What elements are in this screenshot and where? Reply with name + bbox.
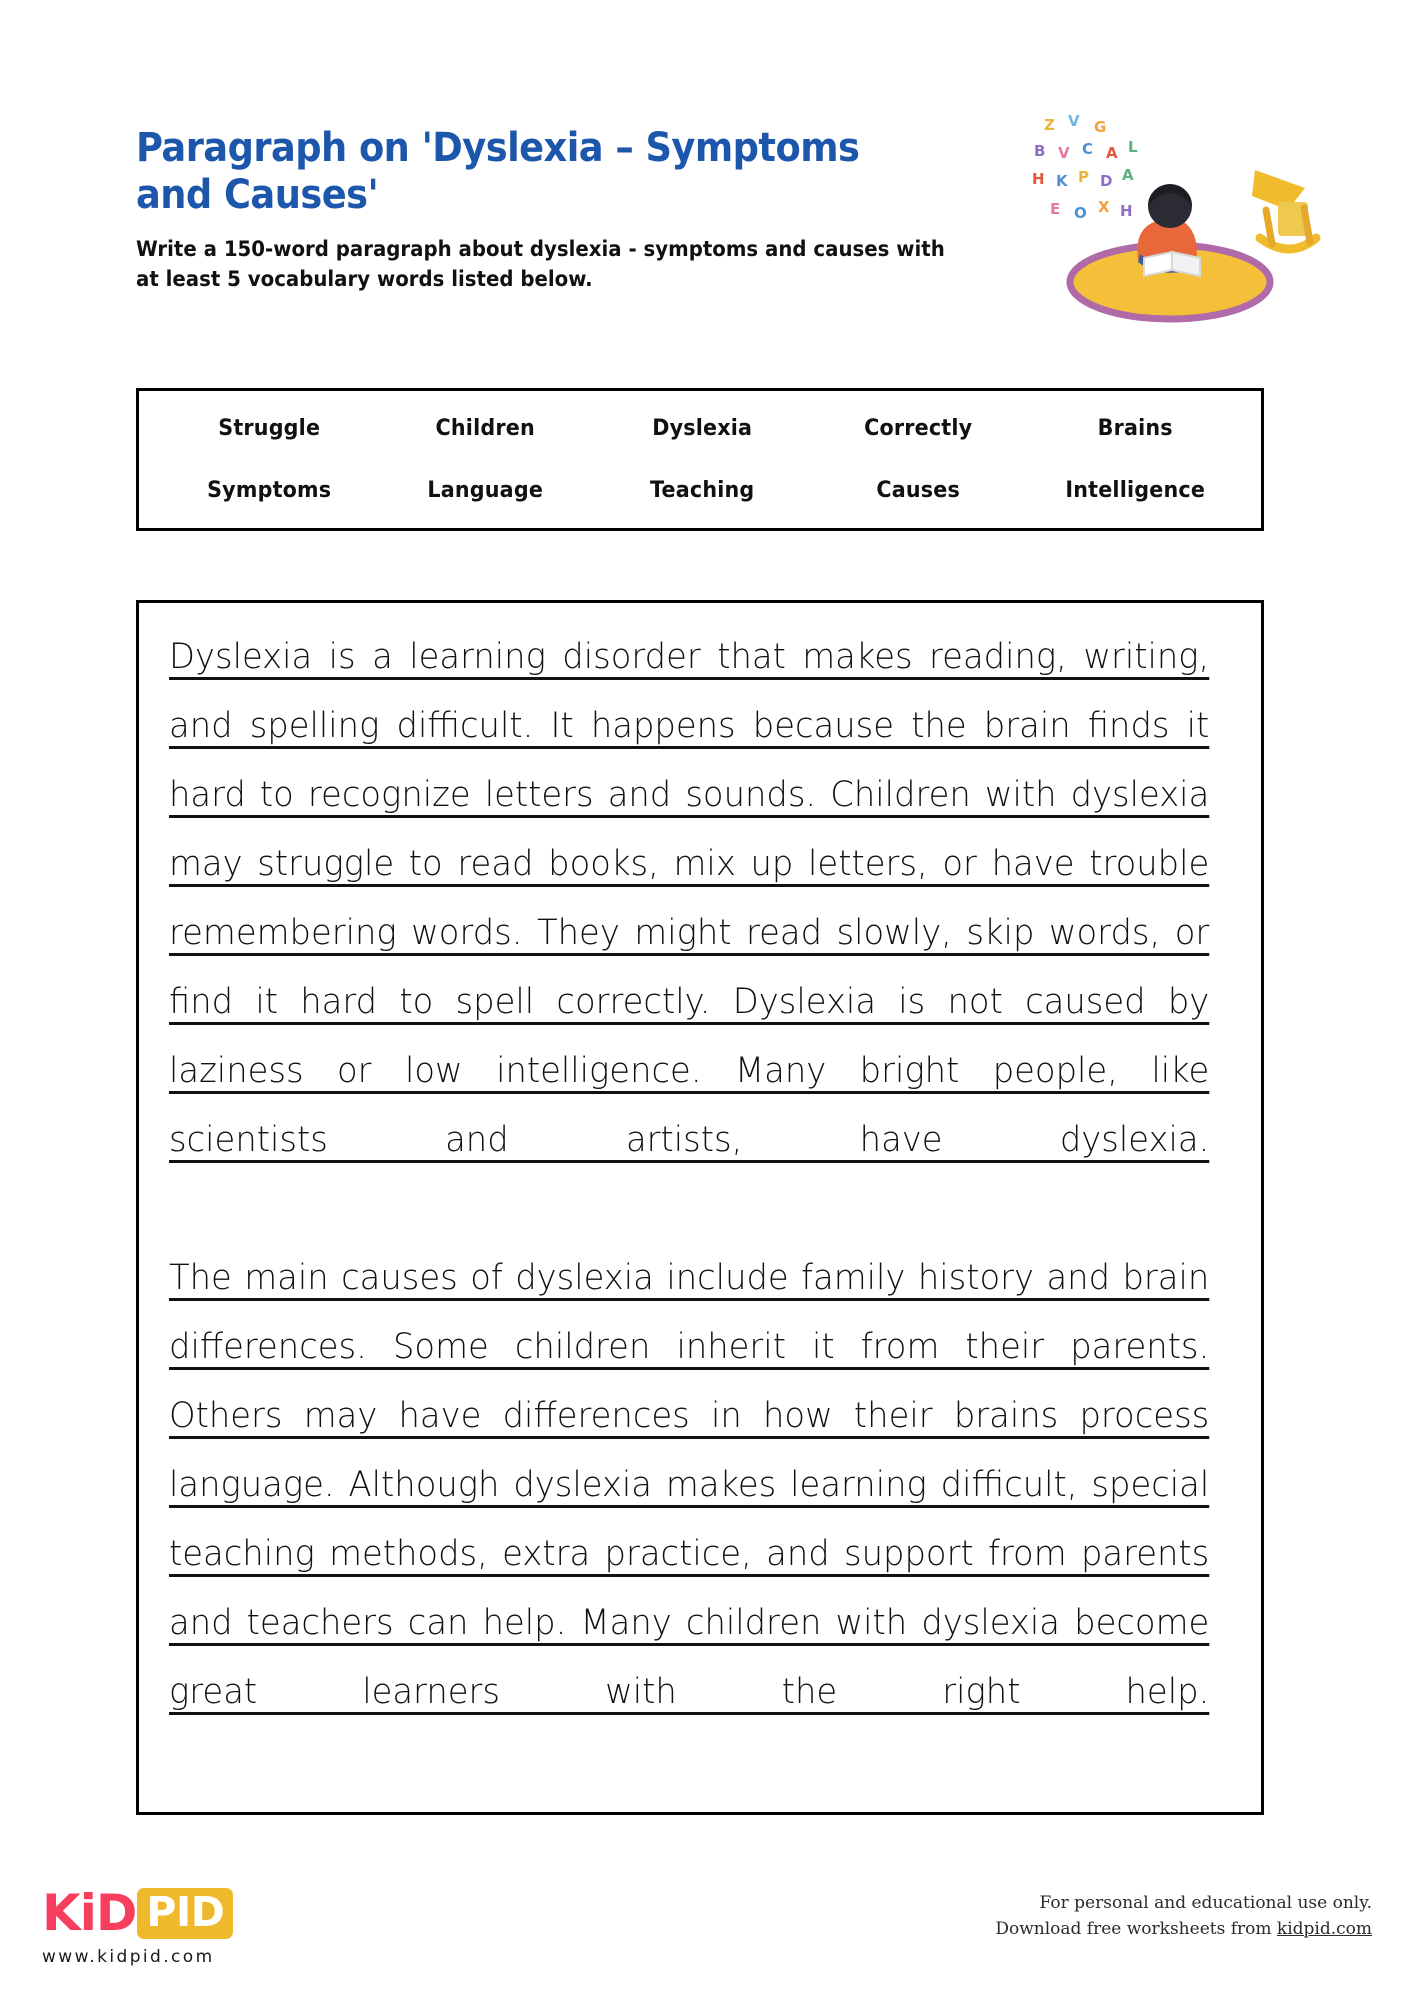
svg-text:E: E <box>1050 200 1061 218</box>
vocabulary-word: Correctly <box>864 416 973 441</box>
vocabulary-row-1 <box>161 398 1243 460</box>
footer-notice <box>995 1890 1372 1943</box>
svg-text:P: P <box>1078 168 1089 186</box>
svg-text:K: K <box>1056 172 1068 190</box>
svg-text:X: X <box>1098 198 1110 216</box>
vocabulary-word: Brains <box>1097 416 1173 441</box>
logo-website-url: www.kidpid.com <box>42 1947 215 1967</box>
vocabulary-box <box>136 388 1264 531</box>
svg-text:Z: Z <box>1044 116 1055 134</box>
page-footer <box>0 1880 1414 1990</box>
vocabulary-row-2 <box>161 460 1243 522</box>
svg-text:O: O <box>1074 204 1087 222</box>
vocabulary-word: Struggle <box>218 416 321 441</box>
svg-text:D: D <box>1100 172 1113 190</box>
logo-kid-text: KiD <box>42 1884 137 1942</box>
svg-text:A: A <box>1106 144 1118 162</box>
svg-text:B: B <box>1034 142 1046 160</box>
vocabulary-word: Intelligence <box>1064 478 1205 503</box>
svg-text:L: L <box>1128 138 1138 156</box>
logo-wordmark <box>42 1885 233 1941</box>
svg-text:V: V <box>1058 144 1070 162</box>
footer-notice-line-1: For personal and educational use only. <box>1039 1893 1372 1913</box>
page-title: Paragraph on 'Dyslexia – Symptoms and Causes' <box>136 125 860 219</box>
vocabulary-word: Symptoms <box>207 478 332 503</box>
kidpid-logo[interactable] <box>42 1885 233 1967</box>
svg-text:G: G <box>1094 118 1107 136</box>
svg-text:A: A <box>1122 166 1134 184</box>
vocabulary-word: Language <box>427 478 544 503</box>
svg-text:V: V <box>1068 112 1080 130</box>
answer-paragraph-1: Dyslexia is a learning disorder that makes reading, writing, and spelling difficult. It happens because the brain finds it hard to recognize letters and sounds. Children with dyslexia may struggle to read books, mix up letters, or have trouble remembering words. They might read slowly, skip words, or find it hard to spell correctly. Dyslexia is not caused by laziness or low intelligence. Many bright people, like scientists and artists, have dyslexia. <box>169 637 1210 1160</box>
footer-notice-line-2 <box>995 1916 1372 1942</box>
vocabulary-word: Dyslexia <box>652 416 752 441</box>
answer-writing-box[interactable] <box>136 600 1264 1815</box>
footer-notice-prefix: Download free worksheets from <box>995 1919 1277 1940</box>
vocabulary-word: Teaching <box>649 478 755 503</box>
svg-text:H: H <box>1120 202 1133 220</box>
logo-pid-text: PID <box>137 1888 233 1939</box>
svg-text:H: H <box>1032 170 1045 188</box>
vocabulary-word: Causes <box>876 478 961 503</box>
vocabulary-word: Children <box>435 416 536 441</box>
answer-paragraph-2: The main causes of dyslexia include family history and brain differences. Some children inherit it from their parents. Others may have differences in how their brains process language. Although dyslexia makes learning difficult, special teaching methods, extra practice, and support from parents and teachers can help. Many children with dyslexia become great learners with the right help. <box>169 1258 1210 1712</box>
svg-text:C: C <box>1082 140 1094 158</box>
header-illustration <box>1020 110 1340 325</box>
instructions-text: Write a 150-word paragraph about dyslexia - symptoms and causes with at least 5 vocabulary words listed below. <box>136 237 945 292</box>
kidpid-footer-link[interactable]: kidpid.com <box>1276 1919 1372 1940</box>
